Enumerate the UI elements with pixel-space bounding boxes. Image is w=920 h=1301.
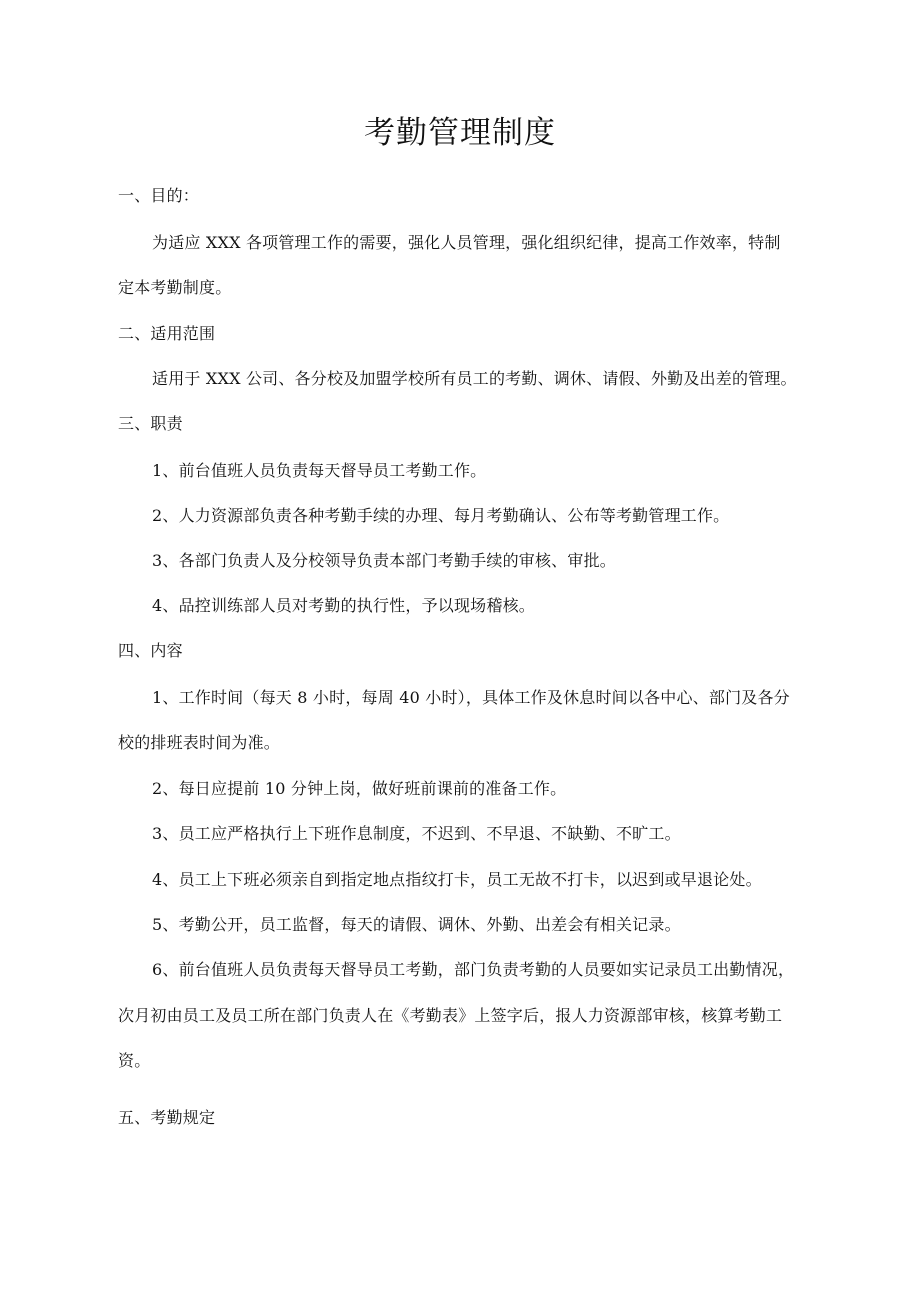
list-item: 6、前台值班人员负责每天督导员工考勤，部门负责考勤的人员要如实记录员工出勤情况， xyxy=(152,960,795,979)
paragraph-line: 适用于 XXX 公司、各分校及加盟学校所有员工的考勤、调休、请假、外勤及出差的管理。 xyxy=(152,369,797,388)
list-item: 1、前台值班人员负责每天督导员工考勤工作。 xyxy=(152,461,487,480)
section-heading-scope: 二、适用范围 xyxy=(118,324,216,343)
document-title: 考勤管理制度 xyxy=(364,115,556,151)
list-item: 5、考勤公开，员工监督，每天的请假、调休、外勤、出差会有相关记录。 xyxy=(152,915,681,934)
list-item: 3、各部门负责人及分校领导负责本部门考勤手续的审核、审批。 xyxy=(152,551,616,570)
section-heading-duties: 三、职责 xyxy=(118,414,183,433)
paragraph-line: 为适应 XXX 各项管理工作的需要，强化人员管理，强化组织纪律，提高工作效率，特制 xyxy=(152,233,781,252)
paragraph-line: 次月初由员工及员工所在部门负责人在《考勤表》上签字后，报人力资源部审核，核算考勤工 xyxy=(118,1006,783,1025)
paragraph-line: 校的排班表时间为准。 xyxy=(118,733,281,752)
list-item: 3、员工应严格执行上下班作息制度，不迟到、不早退、不缺勤、不旷工。 xyxy=(152,824,681,843)
list-item: 2、每日应提前 10 分钟上岗，做好班前课前的准备工作。 xyxy=(152,779,567,798)
paragraph-line: 资。 xyxy=(118,1051,151,1070)
section-heading-purpose: 一、目的： xyxy=(118,186,200,205)
section-heading-content: 四、内容 xyxy=(118,641,183,660)
list-item: 4、品控训练部人员对考勤的执行性，予以现场稽核。 xyxy=(152,596,535,615)
list-item: 1、工作时间（每天 8 小时，每周 40 小时），具体工作及休息时间以各中心、部门及各分 xyxy=(152,688,790,707)
section-heading-rules: 五、考勤规定 xyxy=(118,1108,216,1127)
list-item: 2、人力资源部负责各种考勤手续的办理、每月考勤确认、公布等考勤管理工作。 xyxy=(152,506,730,525)
list-item: 4、员工上下班必须亲自到指定地点指纹打卡，员工无故不打卡，以迟到或早退论处。 xyxy=(152,870,762,889)
paragraph-line: 定本考勤制度。 xyxy=(118,278,232,297)
